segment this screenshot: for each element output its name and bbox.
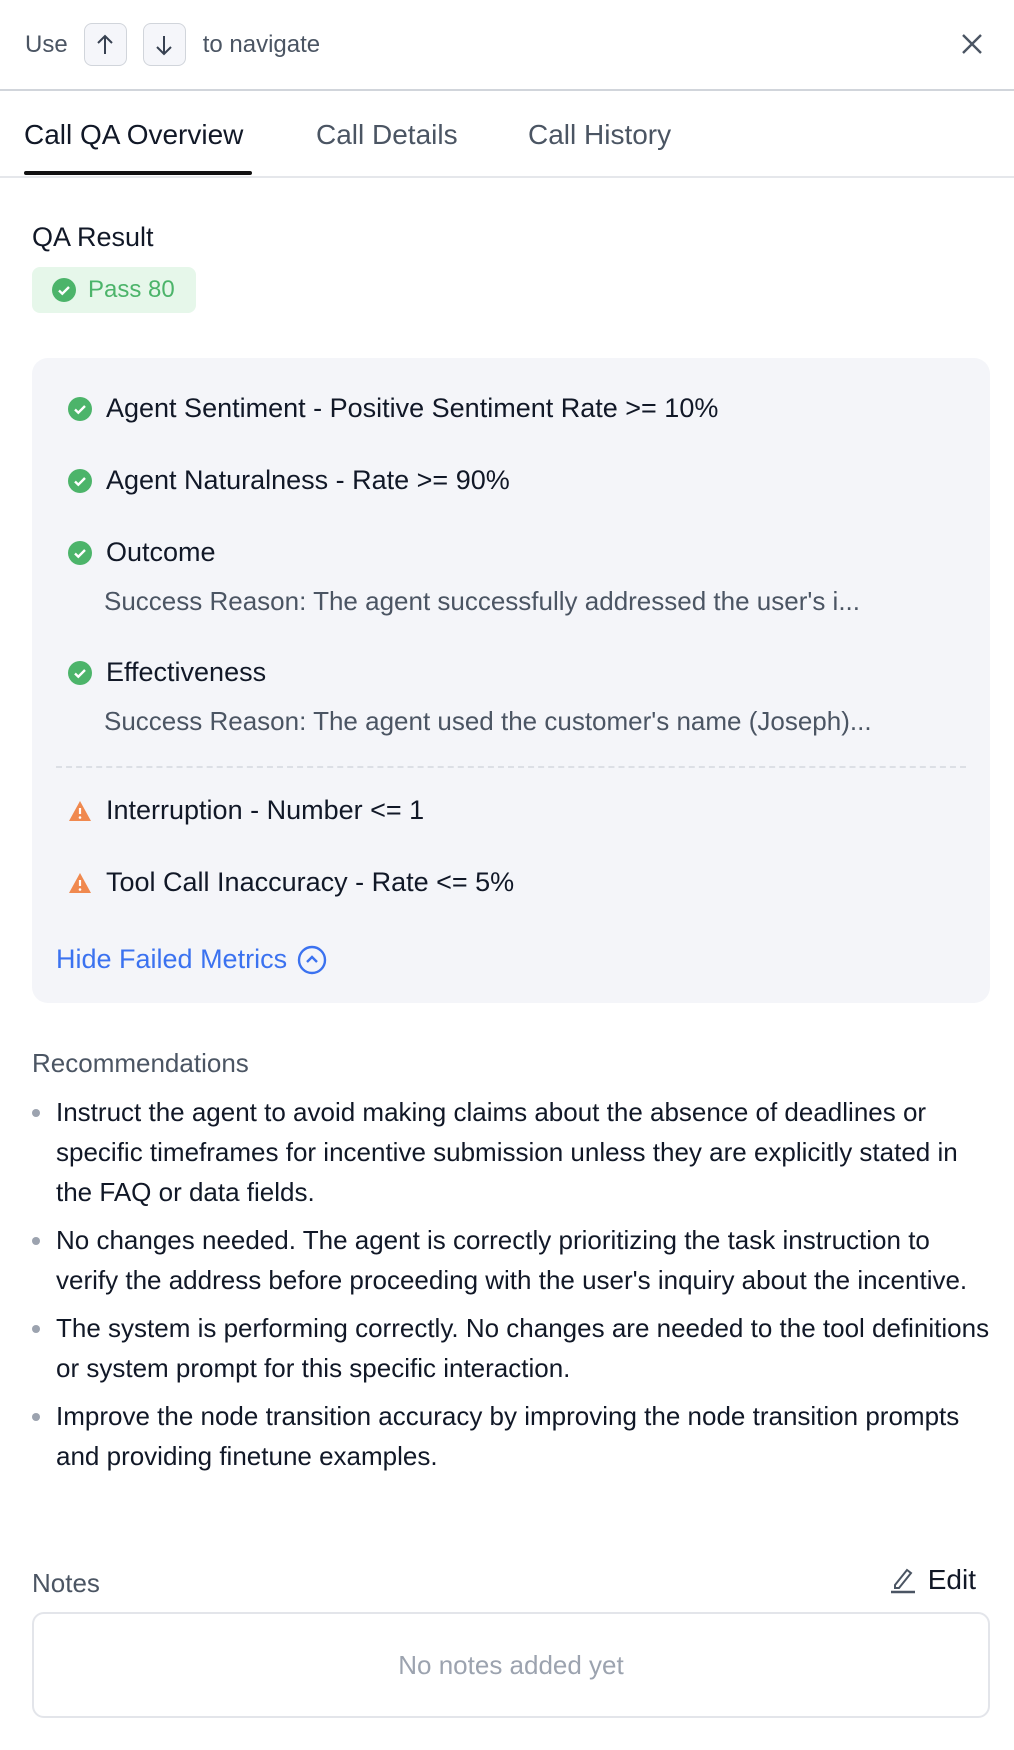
navigate-label: to navigate [202, 30, 321, 58]
metric-detail[interactable]: Success Reason: The agent used the customer's name (Joseph)... [104, 706, 872, 736]
notes-heading: Notes [32, 1568, 100, 1598]
arrow-up-icon [95, 34, 115, 56]
pencil-icon [890, 1566, 916, 1594]
metric-label: Effectiveness [106, 657, 267, 687]
check-circle-icon [52, 278, 76, 302]
check-circle-icon [68, 469, 92, 493]
divider [56, 766, 966, 768]
hide-failed-metrics-button[interactable] [56, 944, 327, 975]
list-item: The system is performing correctly. No changes are needed to the tool definitions or system prompt for this specific interaction. [32, 1308, 992, 1388]
check-circle-icon [68, 541, 92, 565]
warning-icon [68, 799, 92, 823]
metric-passed [68, 537, 216, 568]
active-tab-indicator [24, 171, 252, 175]
list-item: Improve the node transition accuracy by improving the node transition prompts and providing finetune examples. [32, 1396, 992, 1476]
navigation-hint-bar [0, 0, 1014, 91]
metric-detail[interactable]: Success Reason: The agent successfully addressed the user's i... [104, 586, 860, 616]
metric-label: Interruption - Number <= 1 [106, 795, 425, 825]
hide-failed-metrics-label: Hide Failed Metrics [56, 944, 288, 974]
metric-label: Agent Naturalness - Rate >= 90% [106, 465, 510, 495]
warning-icon [68, 871, 92, 895]
list-item: No changes needed. The agent is correctly prioritizing the task instruction to verify the address before proceeding with the user's inquiry about the incentive. [32, 1220, 992, 1300]
notes-empty-text: No notes added yet [398, 1649, 624, 1680]
qa-result-heading: QA Result [32, 222, 154, 252]
close-button[interactable] [954, 26, 990, 62]
recommendations-list [32, 1092, 992, 1484]
arrow-down-key[interactable] [143, 23, 186, 66]
notes-box[interactable] [32, 1612, 990, 1718]
tab-call-history[interactable]: Call History [528, 119, 672, 150]
edit-notes-button[interactable] [890, 1564, 976, 1596]
arrow-down-icon [154, 34, 174, 56]
tab-bar [0, 91, 1014, 178]
metric-label: Agent Sentiment - Positive Sentiment Rate >= 10% [106, 393, 719, 423]
metric-label: Outcome [106, 537, 216, 567]
recommendations-heading: Recommendations [32, 1048, 249, 1078]
metric-passed [68, 393, 718, 424]
metrics-card [32, 358, 990, 1003]
edit-label: Edit [927, 1564, 976, 1595]
metric-passed [68, 465, 510, 496]
badge-label: Pass 80 [88, 276, 175, 303]
arrow-up-key[interactable] [84, 23, 127, 66]
tab-call-qa-overview[interactable]: Call QA Overview [24, 119, 244, 150]
list-item: Instruct the agent to avoid making claims about the absence of deadlines or specific timeframes for incentive submission unless they are explicitly stated in the FAQ or data fields. [32, 1092, 992, 1212]
tab-call-details[interactable]: Call Details [316, 119, 458, 150]
metric-failed [68, 867, 514, 898]
check-circle-icon [68, 397, 92, 421]
chevron-up-circle-icon [297, 945, 327, 975]
status-badge [32, 267, 196, 313]
metric-passed [68, 657, 266, 688]
check-circle-icon [68, 661, 92, 685]
close-icon [961, 33, 983, 55]
metric-label: Tool Call Inaccuracy - Rate <= 5% [106, 867, 515, 897]
use-label: Use [25, 30, 68, 58]
metric-failed [68, 795, 424, 826]
